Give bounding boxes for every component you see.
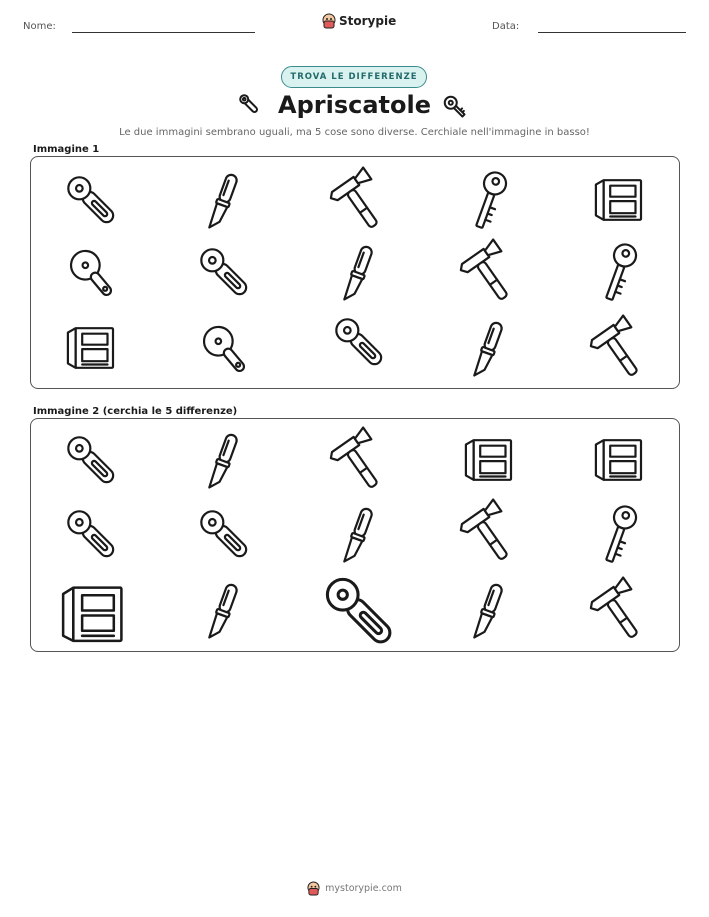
knife-icon[interactable] — [191, 577, 257, 643]
hammer-icon[interactable] — [586, 577, 652, 643]
key-icon[interactable] — [586, 239, 652, 305]
cabinet-icon[interactable] — [58, 315, 124, 381]
cutter-wheel-icon[interactable] — [58, 501, 124, 567]
cabinet-icon[interactable] — [586, 427, 652, 493]
storypie-mascot-icon — [307, 881, 320, 896]
storypie-mascot-icon — [322, 13, 336, 29]
image2-panel — [30, 418, 680, 652]
hammer-icon[interactable] — [586, 315, 652, 381]
cutter-wheel-icon[interactable] — [58, 167, 124, 233]
cutter-wheel-large-icon[interactable] — [313, 565, 405, 657]
key-icon[interactable] — [586, 501, 652, 567]
cabinet-icon[interactable] — [456, 427, 522, 493]
cutter-wheel-icon[interactable] — [191, 239, 257, 305]
image1-panel — [30, 156, 680, 389]
knife-icon[interactable] — [326, 239, 392, 305]
pizza-cutter-icon[interactable] — [58, 239, 124, 305]
image2-label: Immagine 2 (cerchia le 5 differenze) — [33, 406, 238, 417]
date-label: Data: — [492, 21, 520, 32]
cutter-wheel-icon[interactable] — [326, 309, 392, 375]
cabinet-icon[interactable] — [586, 167, 652, 233]
brand-logo — [322, 13, 396, 29]
name-label: Nome: — [23, 21, 56, 32]
activity-badge: TROVA LE DIFFERENZE — [281, 66, 427, 88]
hammer-icon[interactable] — [326, 427, 392, 493]
pizza-cutter-icon[interactable] — [191, 315, 257, 381]
hammer-icon[interactable] — [456, 239, 522, 305]
key-icon — [440, 92, 470, 122]
knife-icon[interactable] — [456, 315, 522, 381]
hammer-icon[interactable] — [326, 167, 392, 233]
footer — [0, 881, 709, 896]
footer-url[interactable]: mystorypie.com — [325, 883, 402, 894]
date-line[interactable] — [538, 32, 686, 33]
cabinet-large-icon[interactable] — [53, 575, 129, 651]
hammer-icon[interactable] — [456, 499, 522, 565]
image1-label: Immagine 1 — [33, 144, 100, 155]
brand-name: Storypie — [339, 14, 397, 28]
key-icon[interactable] — [456, 167, 522, 233]
name-line[interactable] — [72, 32, 255, 33]
knife-icon[interactable] — [326, 501, 392, 567]
knife-icon[interactable] — [456, 577, 522, 643]
knife-icon[interactable] — [191, 167, 257, 233]
knife-icon[interactable] — [191, 427, 257, 493]
page-title: Apriscatole — [278, 91, 431, 119]
cutter-wheel-icon[interactable] — [191, 501, 257, 567]
instructions: Le due immagini sembrano uguali, ma 5 cose sono diverse. Cerchiale nell'immagine in basso! — [119, 127, 590, 138]
cutter-wheel-icon[interactable] — [58, 427, 124, 493]
